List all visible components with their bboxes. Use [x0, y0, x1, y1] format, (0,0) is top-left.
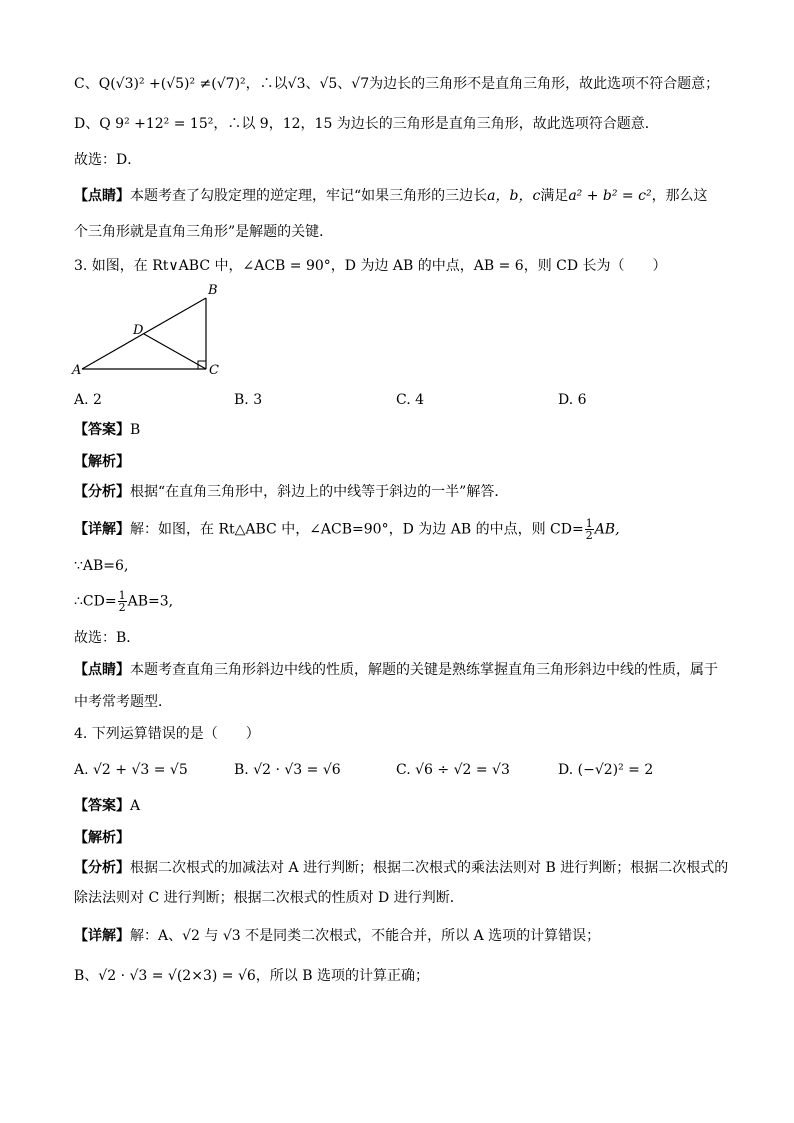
label-b: B [208, 283, 218, 298]
q4-option-d: D. (−√2)² = 2 [558, 762, 654, 778]
solution-line-d [74, 114, 659, 134]
option-d-math: Q 9² +12² = 15² [99, 116, 214, 132]
q4-analysis-tag: 【解析】 [74, 830, 130, 846]
solution-line-c [74, 74, 719, 94]
fenxi-tag-2: 【分析】 [74, 860, 130, 876]
fenxi-text-2: 根据二次根式的加减法对 A 进行判断；根据二次根式的乘法法则对 B 进行判断；根据二次根式的 [130, 860, 729, 876]
median-cd [144, 334, 206, 369]
q4-fenxi-line [74, 858, 728, 878]
q4-fenxi-line-2: 除法法则对 C 进行判断；根据二次根式的性质对 D 进行判断． [74, 890, 464, 906]
note-line-1 [74, 186, 708, 206]
answer-tag: 【答案】 [74, 422, 130, 438]
question-3: 3. 如图，在 Rt∨ABC 中，∠ACB = 90°，D 为边 AB 的中点，AB = 6，则 CD 长为（ ） [74, 258, 667, 274]
note2-tag: 【点睛】 [74, 662, 130, 678]
q3-option-c: C. 4 [396, 392, 425, 408]
option-c-prefix: C、 [74, 76, 99, 92]
question-4: 4. 下列运算错误的是（ ） [74, 726, 260, 742]
detail-tag-2: 【详解】 [74, 928, 130, 944]
q3-since-line: ∵AB=6, [74, 558, 129, 574]
q3-analysis-tag: 【解析】 [74, 454, 130, 470]
therefore-b: AB=3, [127, 593, 174, 610]
q4-option-c: C. √6 ÷ √2 = √3 [396, 762, 510, 778]
choose-line-2: 故选：B． [74, 630, 141, 646]
note-line-2b: 中考常考题型． [74, 694, 172, 710]
q3-option-a: A. 2 [74, 392, 102, 408]
q3-option-d: D. 6 [558, 392, 587, 408]
label-d: D [133, 323, 144, 338]
note2-text: 本题考查直角三角形斜边中线的性质，解题的关键是熟练掌握直角三角形斜边中线的性质，属于 [130, 662, 718, 678]
option-d-text: ，∴以 9，12，15 为边长的三角形是直角三角形，故此选项符合题意． [213, 116, 659, 132]
answer-value: B [130, 422, 141, 438]
q3-answer-line [74, 420, 140, 440]
fraction-half: $\frac{1}{2}$ [585, 517, 593, 542]
choose-line-1: 故选：D． [74, 152, 142, 168]
q4-b-line: B、√2 · √3 = √(2×3) = √6，所以 B 选项的计算正确； [74, 968, 429, 984]
q4-option-b: B. √2 · √3 = √6 [234, 762, 341, 778]
fenxi-tag: 【分析】 [74, 484, 130, 500]
answer-value-2: A [130, 798, 141, 814]
note-text-e: ，那么这 [651, 188, 708, 204]
note-line-2 [74, 660, 718, 680]
triangle-figure [70, 282, 230, 382]
q4-option-a: A. √2 + √3 = √5 [74, 762, 188, 778]
note-line-1b: 个三角形就是直角三角形”是解题的关键． [74, 224, 334, 240]
option-c-text: ，∴以√3、√5、√7为边长的三角形不是直角三角形，故此选项不符合题意； [245, 76, 720, 92]
q4-detail-line [74, 926, 600, 946]
q3-detail-line [74, 518, 620, 541]
option-c-math: Q(√3)² +(√5)² ≠(√7)² [98, 76, 246, 92]
q3-option-b: B. 3 [234, 392, 263, 408]
label-a: A [72, 363, 82, 378]
q3-therefore-line [74, 590, 173, 613]
q3-fenxi-line [74, 482, 508, 502]
detail-text-b: AB, [594, 521, 620, 538]
therefore-a: ∴CD= [74, 593, 117, 610]
note-text-d: a² + b² = c² [568, 188, 652, 204]
q4-answer-line [74, 796, 140, 816]
fraction-half-2: $\frac{1}{2}$ [118, 589, 126, 614]
label-c: C [209, 363, 219, 378]
q4-detail-text: 解：A、√2 与 √3 不是同类二次根式，不能合并，所以 A 选项的计算错误； [130, 928, 601, 944]
detail-text-a: 解：如图，在 Rt△ABC 中，∠ACB=90°，D 为边 AB 的中点，则 CD= [130, 521, 584, 538]
option-d-prefix: D、 [74, 116, 100, 132]
detail-tag: 【详解】 [74, 521, 130, 538]
answer-tag-2: 【答案】 [74, 798, 130, 814]
note-text-c: 满足 [540, 188, 569, 204]
note-text-a: 本题考查了勾股定理的逆定理，牢记“如果三角形的三边长 [130, 188, 488, 204]
note-tag: 【点睛】 [74, 188, 130, 204]
fenxi-text: 根据“在直角三角形中，斜边上的中线等于斜边的一半”解答． [130, 484, 509, 500]
note-text-b: a，b，c [487, 188, 541, 204]
